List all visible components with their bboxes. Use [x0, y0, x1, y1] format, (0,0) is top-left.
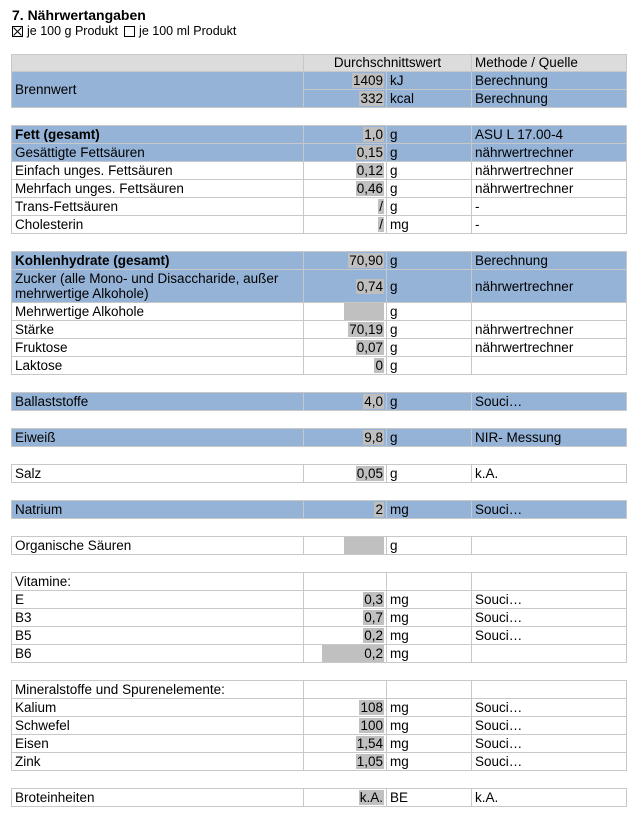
nutrition-table: [11, 54, 627, 807]
row-unit: mg: [387, 753, 472, 771]
row-label: Eiweiß: [12, 429, 304, 447]
row-value[interactable]: 0,15: [356, 145, 383, 160]
row-method[interactable]: k.A.: [472, 465, 627, 483]
table-row: [12, 735, 627, 753]
row-value[interactable]: 2: [375, 502, 383, 517]
row-label: Kalium: [12, 699, 304, 717]
row-value[interactable]: /: [379, 217, 383, 232]
table-row: [12, 537, 627, 555]
row-unit: BE: [387, 789, 472, 807]
row-unit: kcal: [387, 90, 472, 108]
table-row: [12, 753, 627, 771]
table-row: [12, 126, 627, 144]
row-method[interactable]: Souci…: [472, 591, 627, 609]
row-method[interactable]: ASU L 17.00-4: [472, 126, 627, 144]
header-average: Durchschnittswert: [304, 55, 472, 72]
row-label: Organische Säuren: [12, 537, 304, 555]
row-method[interactable]: [472, 537, 627, 555]
row-value[interactable]: 0: [375, 358, 383, 373]
row-value[interactable]: 0,07: [356, 340, 383, 355]
table-row: [12, 252, 627, 270]
table-row: [12, 162, 627, 180]
table-row: [12, 591, 627, 609]
checkbox-per-100g[interactable]: [12, 26, 23, 37]
table-row: [12, 321, 627, 339]
row-unit: mg: [387, 717, 472, 735]
table-row: [12, 198, 627, 216]
row-unit: mg: [387, 735, 472, 753]
row-method[interactable]: -: [472, 198, 627, 216]
row-label: B5: [12, 627, 304, 645]
row-method[interactable]: Souci…: [472, 627, 627, 645]
row-unit: g: [387, 198, 472, 216]
table-row: [12, 573, 627, 591]
row-method[interactable]: Souci…: [472, 393, 627, 411]
unit-options: [12, 24, 236, 38]
table-row: [12, 609, 627, 627]
row-value[interactable]: 1,05: [356, 754, 383, 769]
row-method[interactable]: Souci…: [472, 717, 627, 735]
header-row: [12, 55, 627, 72]
row-method[interactable]: [472, 303, 627, 321]
row-value[interactable]: 0,46: [356, 181, 383, 196]
table-row: [12, 681, 627, 699]
row-unit: g: [387, 357, 472, 375]
row-method[interactable]: Berechnung: [472, 90, 627, 108]
group-heading: Vitamine:: [12, 573, 304, 591]
row-label: Fruktose: [12, 339, 304, 357]
row-method[interactable]: nährwertrechner: [472, 180, 627, 198]
row-label: E: [12, 591, 304, 609]
table-row: [12, 429, 627, 447]
row-unit: mg: [387, 591, 472, 609]
row-value[interactable]: 108: [360, 700, 383, 715]
row-unit: g: [387, 180, 472, 198]
row-method[interactable]: nährwertrechner: [472, 321, 627, 339]
row-method[interactable]: Berechnung: [472, 252, 627, 270]
row-method[interactable]: nährwertrechner: [472, 144, 627, 162]
row-method[interactable]: [472, 357, 627, 375]
row-value[interactable]: 70,19: [349, 322, 383, 337]
section-title: 7. Nährwertangaben: [12, 7, 146, 23]
row-unit: mg: [387, 216, 472, 234]
row-unit: kJ: [387, 72, 472, 90]
row-method[interactable]: NIR- Messung: [472, 429, 627, 447]
row-method[interactable]: Souci…: [472, 501, 627, 519]
row-label: Cholesterin: [12, 216, 304, 234]
table-row: [12, 339, 627, 357]
row-unit: g: [387, 393, 472, 411]
table-row: [12, 717, 627, 735]
row-value-empty[interactable]: [344, 537, 384, 554]
row-label: Gesättigte Fettsäuren: [12, 144, 304, 162]
row-unit: mg: [387, 699, 472, 717]
row-method[interactable]: Souci…: [472, 735, 627, 753]
row-unit: mg: [387, 609, 472, 627]
row-value[interactable]: 0,2: [322, 645, 384, 662]
row-unit: g: [387, 126, 472, 144]
row-method[interactable]: [472, 645, 627, 663]
row-value-empty[interactable]: [344, 303, 384, 320]
table-row: [12, 501, 627, 519]
table-row: [12, 393, 627, 411]
row-value[interactable]: 0,12: [356, 163, 383, 178]
table-row: [12, 627, 627, 645]
row-unit: mg: [387, 627, 472, 645]
row-value[interactable]: 100: [360, 718, 383, 733]
row-label: Trans-Fettsäuren: [12, 198, 304, 216]
row-value[interactable]: 0,05: [356, 466, 383, 481]
row-unit: g: [387, 465, 472, 483]
row-value[interactable]: 0,74: [356, 278, 383, 294]
row-method[interactable]: Souci…: [472, 609, 627, 627]
row-value[interactable]: 1,54: [356, 736, 383, 751]
table-row: [12, 216, 627, 234]
checkbox-per-100ml[interactable]: [124, 26, 135, 37]
table-row: [12, 72, 627, 90]
row-label: Schwefel: [12, 717, 304, 735]
row-unit: mg: [387, 501, 472, 519]
row-method[interactable]: nährwertrechner: [472, 339, 627, 357]
table-row: [12, 357, 627, 375]
option-label-100g: je 100 g Produkt: [27, 24, 119, 38]
row-label: Mehrfach unges. Fettsäuren: [12, 180, 304, 198]
row-value[interactable]: k.A.: [359, 790, 383, 805]
row-label: Eisen: [12, 735, 304, 753]
row-unit: g: [387, 162, 472, 180]
group-heading: Mineralstoffe und Spurenelemente:: [12, 681, 304, 699]
row-value[interactable]: 9,8: [364, 430, 383, 445]
row-label: Stärke: [12, 321, 304, 339]
row-value[interactable]: /: [379, 199, 383, 214]
table-row: [12, 180, 627, 198]
row-label: Brennwert: [12, 72, 304, 108]
row-method[interactable]: Berechnung: [472, 72, 627, 90]
row-label: Ballaststoffe: [12, 393, 304, 411]
row-label: Broteinheiten: [12, 789, 304, 807]
row-label: Zink: [12, 753, 304, 771]
row-value[interactable]: 332: [360, 91, 383, 106]
row-unit: g: [387, 252, 472, 270]
row-value[interactable]: 0,3: [364, 592, 383, 607]
row-method[interactable]: Souci…: [472, 753, 627, 771]
row-value[interactable]: 4,0: [364, 394, 383, 409]
row-value[interactable]: 70,90: [349, 253, 383, 268]
row-unit: mg: [387, 645, 472, 663]
row-label: B6: [12, 645, 304, 663]
row-label: Natrium: [12, 501, 304, 519]
row-label: Laktose: [12, 357, 304, 375]
row-method[interactable]: Souci…: [472, 699, 627, 717]
row-value[interactable]: 0,7: [364, 610, 383, 625]
table-row: [12, 789, 627, 807]
header-method: Methode / Quelle: [472, 55, 627, 72]
row-unit: g: [387, 321, 472, 339]
row-method[interactable]: nährwertrechner: [472, 270, 627, 303]
row-value[interactable]: 1409: [352, 73, 383, 88]
row-label: Einfach unges. Fettsäuren: [12, 162, 304, 180]
row-unit: g: [387, 537, 472, 555]
table-row: [12, 465, 627, 483]
row-method[interactable]: nährwertrechner: [472, 162, 627, 180]
row-method[interactable]: -: [472, 216, 627, 234]
table-row: [12, 144, 627, 162]
table-row: [12, 270, 627, 303]
row-unit: g: [387, 303, 472, 321]
row-unit: g: [387, 270, 472, 303]
table-row: [12, 645, 627, 663]
option-label-100ml: je 100 ml Produkt: [139, 24, 237, 38]
row-unit: g: [387, 339, 472, 357]
table-row: [12, 303, 627, 321]
row-value[interactable]: 0,2: [364, 628, 383, 643]
table-row: [12, 699, 627, 717]
row-label: Salz: [12, 465, 304, 483]
row-label: B3: [12, 609, 304, 627]
row-label: Mehrwertige Alkohole: [12, 303, 304, 321]
row-unit: g: [387, 429, 472, 447]
row-value[interactable]: 1,0: [364, 127, 383, 142]
row-label: Fett (gesamt): [12, 126, 304, 144]
row-method[interactable]: k.A.: [472, 789, 627, 807]
row-label: Kohlenhydrate (gesamt): [12, 252, 304, 270]
row-unit: g: [387, 144, 472, 162]
row-label: Zucker (alle Mono- und Disaccharide, außer mehrwertige Alkohole): [12, 270, 304, 303]
